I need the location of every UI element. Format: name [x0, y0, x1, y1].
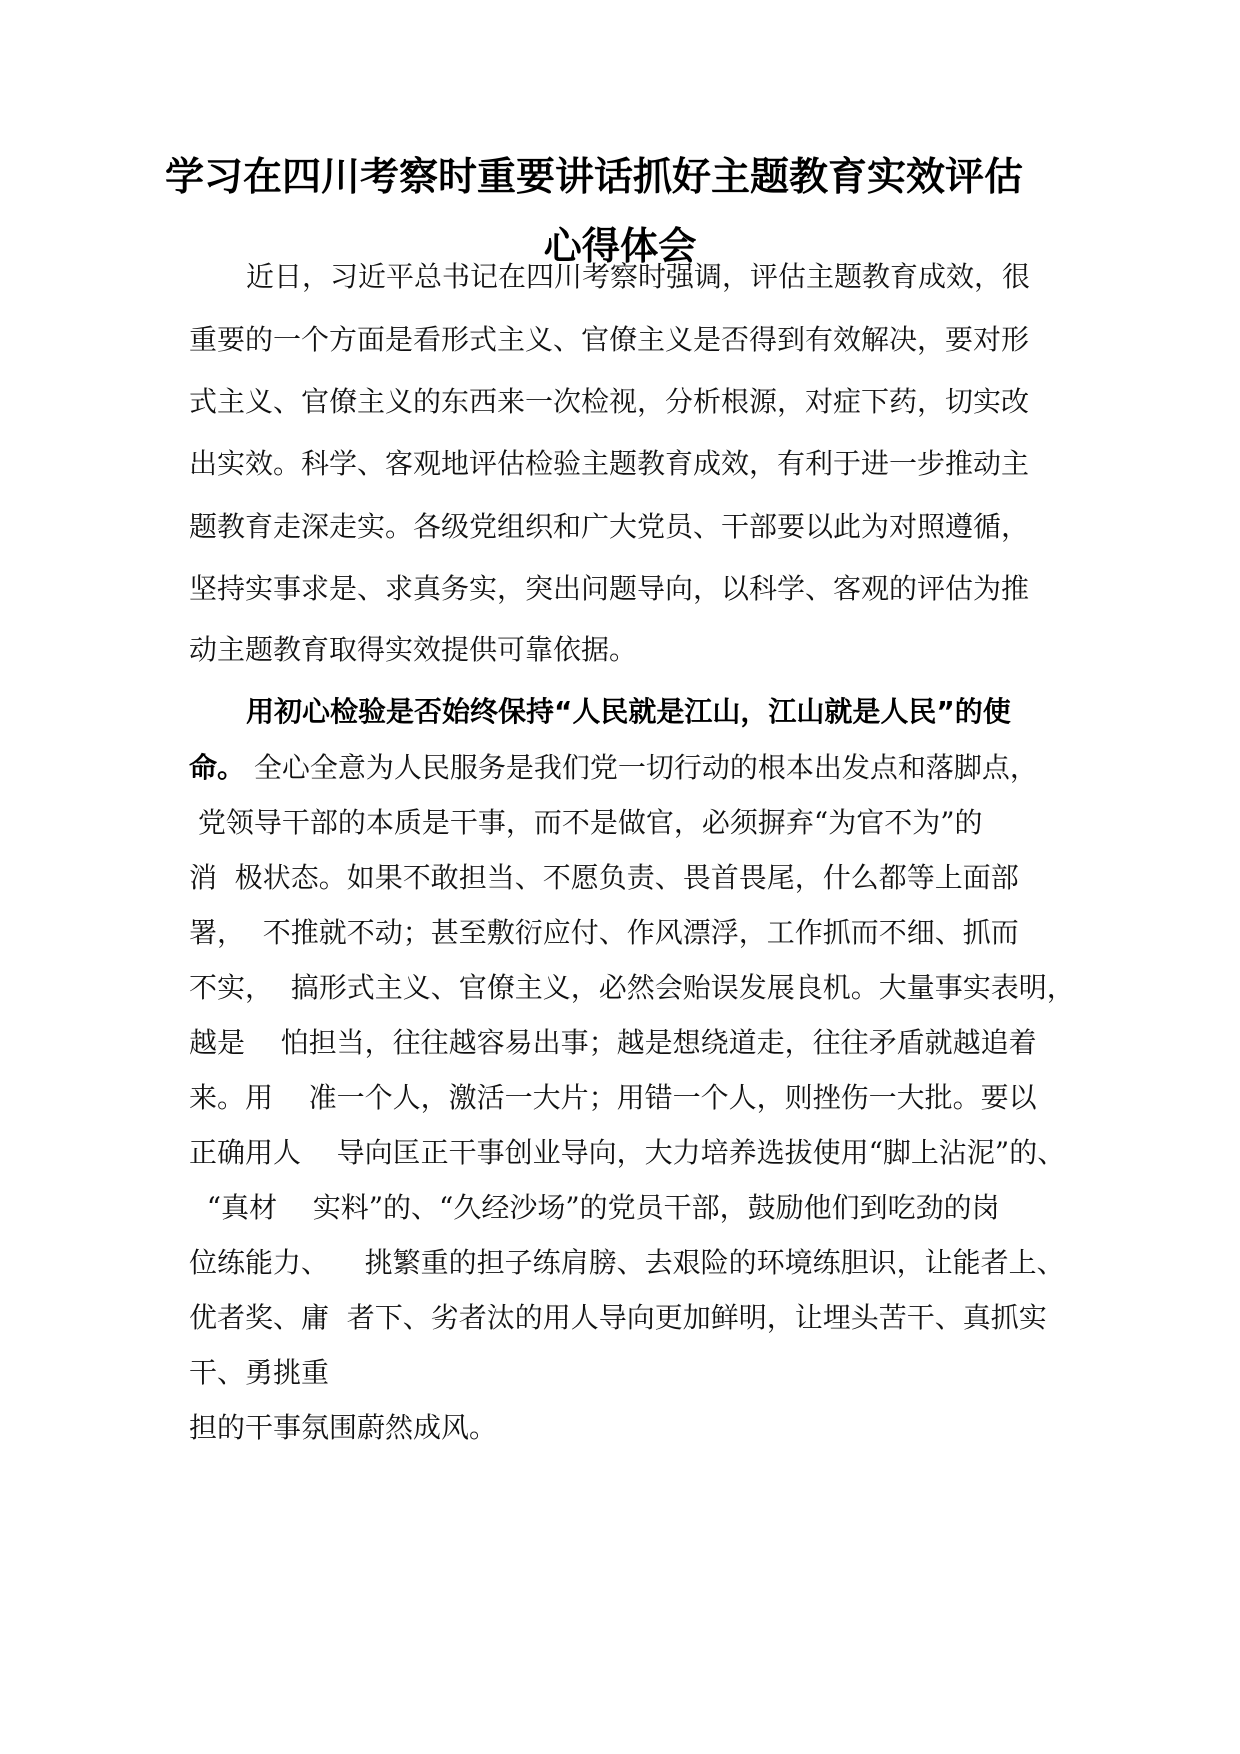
paragraph-1-line: 出实效。科学、客观地评估检验主题教育成效，有利于进一步推动主	[189, 447, 1030, 480]
paragraph-2-line: 担的干事氛围蔚然成风。	[189, 1411, 498, 1444]
paragraph-2-line: 正确用人 导向匡正干事创业导向，大力培养选拔使用“脚上沾泥”的、	[189, 1136, 1066, 1169]
paragraph-1-line: 题教育走深走实。各级党组织和广大党员、干部要以此为对照遵循，	[189, 510, 1030, 543]
paragraph-2-line: 位练能力、 挑繁重的担子练肩膀、去艰险的环境练胆识，让能者上、	[189, 1246, 1065, 1279]
paragraph-1-line: 近日，习近平总书记在四川考察时强调，评估主题教育成效，很	[246, 260, 1031, 293]
paragraph-2-line: 来。用 准一个人，激活一大片；用错一个人，则挫伤一大批。要以	[189, 1081, 1037, 1114]
paragraph-2-heading: 用初心检验是否始终保持“人民就是江山，江山就是人民”的使	[246, 695, 1011, 728]
paragraph-2-line: 消 极状态。如果不敢担当、不愿负责、畏首畏尾，什么都等上面部	[189, 861, 1019, 894]
paragraph-2-first-line	[189, 750, 1038, 786]
paragraph-1-line: 坚持实事求是、求真务实，突出问题导向，以科学、客观的评估为推	[189, 572, 1030, 605]
paragraph-1-line: 重要的一个方面是看形式主义、官僚主义是否得到有效解决，要对形	[189, 323, 1030, 356]
paragraph-2-line: 党领导干部的本质是干事，而不是做官，必须摒弃“为官不为”的	[189, 806, 983, 839]
paragraph-1-line: 式主义、官僚主义的东西来一次检视，分析根源，对症下药，切实改	[189, 385, 1030, 418]
paragraph-2-heading-end: 命。	[189, 751, 246, 784]
document-title-line-2: 心得体会	[543, 225, 697, 269]
paragraph-1-line: 动主题教育取得实效提供可靠依据。	[189, 633, 638, 666]
document-title-line-1: 学习在四川考察时重要讲话抓好主题教育实效评估	[164, 155, 1023, 200]
paragraph-2-first-line-rest: 全心全意为人民服务是我们党一切行动的根本出发点和落脚点，	[245, 751, 1038, 784]
paragraph-2-line: 署， 不推就不动；甚至敷衍应付、作风漂浮，工作抓而不细、抓而	[189, 916, 1019, 949]
paragraph-2-line: “真材 实料”的、“久经沙场”的党员干部，鼓励他们到吃劲的岗	[189, 1191, 1000, 1224]
paragraph-2-line: 优者奖、庸 者下、劣者汰的用人导向更加鲜明，让埋头苦干、真抓实	[189, 1301, 1047, 1334]
paragraph-2-line: 越是 怕担当，往往越容易出事；越是想绕道走，往往矛盾就越追着	[189, 1026, 1037, 1059]
paragraph-2-line: 干、勇挑重	[189, 1356, 330, 1389]
paragraph-2-line: 不实， 搞形式主义、官僚主义，必然会贻误发展良机。大量事实表明，	[189, 971, 1075, 1004]
